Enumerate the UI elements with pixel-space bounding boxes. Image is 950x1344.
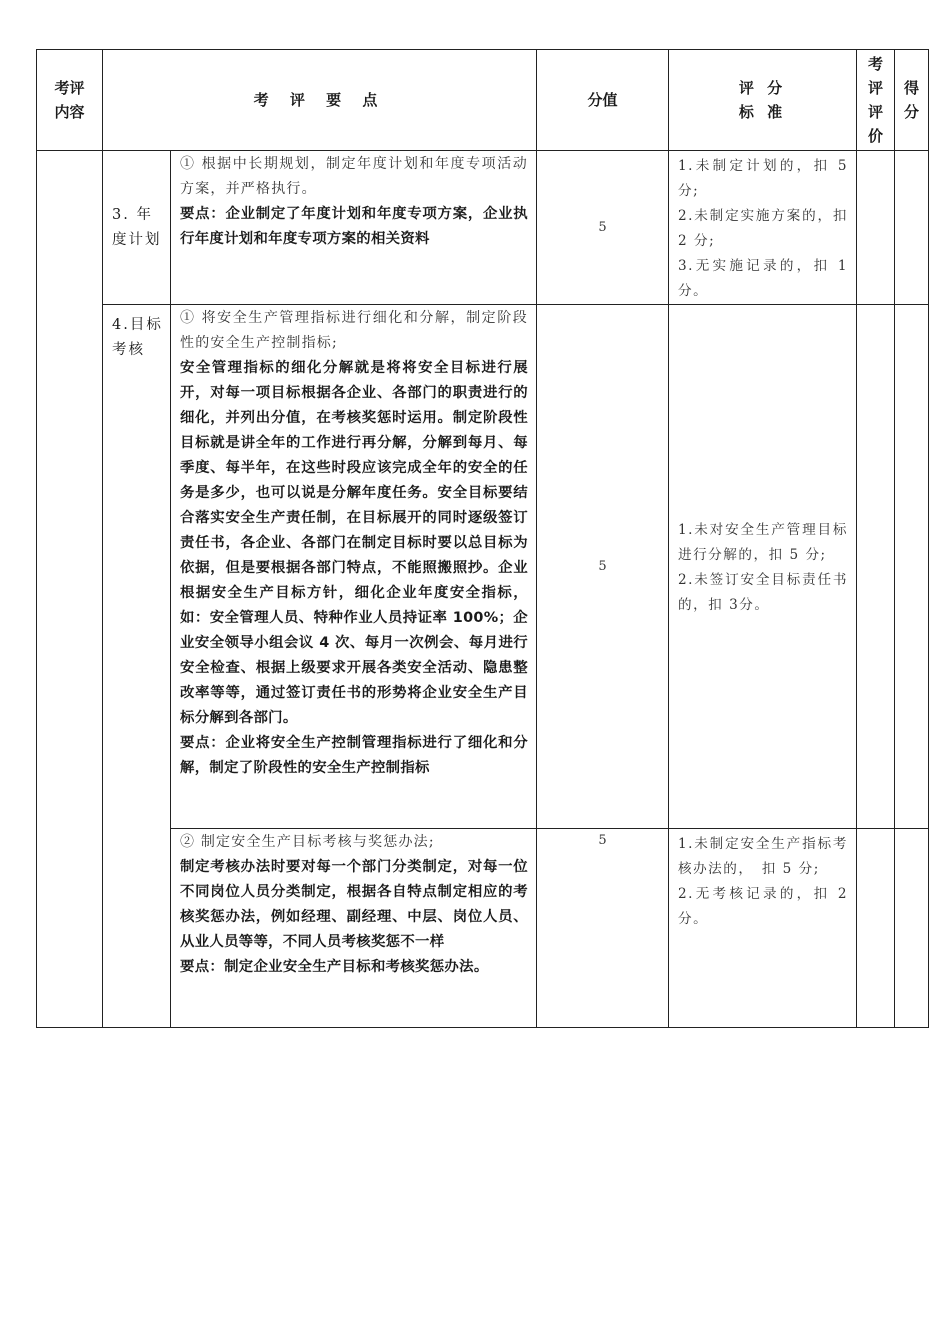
header-points [103,50,537,151]
header-eval-label: 考 评 评 价 [867,55,883,145]
got-cell [895,151,929,305]
point-intro: ① 将安全生产管理指标进行细化和分解，制定阶段性的安全生产控制指标; [180,310,528,351]
point-body: 要点：企业制定了年度计划和年度专项方案，企业执行年度计划和年度专项方案的相关资料 [180,206,528,247]
eval-cell [857,305,895,829]
point-cell [171,305,537,829]
point-key: 要点：企业将安全生产控制管理指标进行了细化和分解，制定了阶段性的安全生产控制指标 [180,735,528,776]
standard-line: 2.未签订安全目标责任书的，扣 3分。 [678,572,848,613]
table-row [37,829,929,1028]
point-intro: ② 制定安全生产目标考核与奖惩办法; [180,834,435,850]
header-got-label: 得 分 [903,79,919,121]
standard-cell [669,151,857,305]
point-body: 安全管理指标的细化分解就是将将安全目标进行展开，对每一项目标根据各企业、各部门的职责进行的细化，并列出分值，在考核奖惩时运用。制定阶段性目标就是讲全年的工作进行再分解，分解到每月、每季度、每半年，在这些时段应该完成全年的安全的任务是多少，也可以说是分解年度任务。安全目标要结合落实安全生产责任制，在目标展开的同时逐级签订责任书，各企业、各部门在制定目标时要以总目标为依据，但是要根据各部门特点，不能照搬照抄。企业根据安全生产目标方针，细化企业年度安全指标，如：安全管理人员、特种作业人员持证率 100%；企业安全领导小组会议 4 次、每月一次例会、每月进行安全检查、根据上级要求开展各类安全活动、隐患整改率等等，通过签订责任书的形势将企业安全生产目标分解到各部门。 [180,360,528,726]
standard-line: 1.未制定计划的，扣 5 分; [678,158,848,199]
header-score-label: 分值 [587,91,618,109]
header-got [895,50,929,151]
sub-item-label: 4.目标考核 [103,305,171,1028]
header-standard [669,50,857,151]
standard-cell [669,305,857,829]
point-key: 要点：制定企业安全生产目标和考核奖惩办法。 [180,959,489,975]
header-eval [857,50,895,151]
standard-line: 1.未制定安全生产指标考核办法的， 扣 5 分; [678,836,848,877]
header-points-label: 考 评 要 点 [253,91,386,109]
evaluation-table [36,49,929,1028]
point-intro: ① 根据中长期规划，制定年度计划和年度专项活动方案，并严格执行。 [180,156,528,197]
standard-line: 2.无考核记录的，扣 2 分。 [678,886,848,927]
header-score [537,50,669,151]
standard-line: 2.未制定实施方案的，扣 2 分; [678,208,848,249]
point-cell [171,151,537,305]
content-cell [37,151,103,1028]
point-body: 制定考核办法时要对每一个部门分类制定，对每一位不同岗位人员分类制定，根据各自特点制定相应的考核奖惩办法，例如经理、副经理、中层、岗位人员、从业人员等等，不同人员考核奖惩不一样 [180,859,528,950]
header-standard-label: 评 分 标 准 [738,79,787,121]
eval-cell [857,829,895,1028]
standard-cell [669,829,857,1028]
header-content-label: 考评 内容 [54,79,85,121]
score-value: 5 [537,305,669,829]
score-value: 5 [537,151,669,305]
got-cell [895,829,929,1028]
sub-item-label: 3. 年度计划 [103,151,171,305]
point-cell [171,829,537,1028]
eval-cell [857,151,895,305]
got-cell [895,305,929,829]
table-row [37,305,929,829]
standard-line: 3.无实施记录的，扣 1 分。 [678,258,848,299]
header-row [37,50,929,151]
header-content [37,50,103,151]
score-value: 5 [537,829,669,1028]
table-row [37,151,929,305]
standard-line: 1.未对安全生产管理目标进行分解的，扣 5 分; [678,522,848,563]
